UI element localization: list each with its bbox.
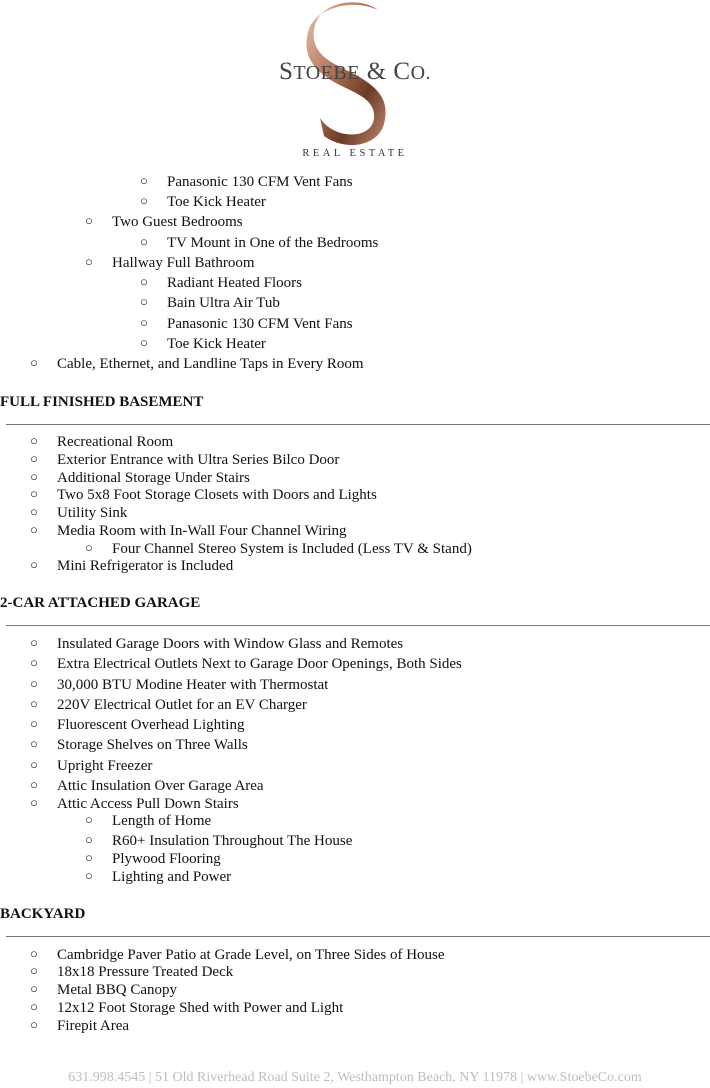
bullet-circle-icon: ○	[30, 999, 38, 1014]
section-divider	[6, 936, 710, 937]
bullet-circle-icon: ○	[30, 469, 38, 484]
list-item-text: Exterior Entrance with Ultra Series Bilco Door	[57, 452, 340, 468]
bullet-circle-icon: ○	[30, 486, 38, 501]
bullet-circle-icon: ○	[30, 504, 38, 519]
section-divider	[6, 424, 710, 425]
bullet-circle-icon: ○	[30, 946, 38, 961]
bullet-circle-icon: ○	[85, 850, 93, 865]
bullet-circle-icon: ○	[30, 696, 38, 711]
list-item-text: Lighting and Power	[112, 869, 232, 885]
bullet-circle-icon: ○	[30, 716, 38, 731]
bullet-circle-icon: ○	[30, 777, 38, 792]
bullet-circle-icon: ○	[140, 234, 148, 249]
bullet-circle-icon: ○	[30, 635, 38, 650]
bullet-circle-icon: ○	[140, 274, 148, 289]
list-item-text: Bain Ultra Air Tub	[167, 295, 280, 311]
list-item-text: Attic Insulation Over Garage Area	[57, 778, 264, 794]
bullet-circle-icon: ○	[30, 757, 38, 772]
bullet-circle-icon: ○	[30, 451, 38, 466]
list-item-text: 30,000 BTU Modine Heater with Thermostat	[57, 677, 329, 693]
section-heading: BACKYARD	[0, 906, 86, 922]
list-item-text: Four Channel Stereo System is Included (Less TV & Stand)	[112, 541, 472, 557]
list-item-text: Utility Sink	[57, 505, 128, 521]
bullet-circle-icon: ○	[30, 355, 38, 370]
list-item-text: Radiant Heated Floors	[167, 275, 302, 291]
section-divider	[6, 625, 710, 626]
list-item-text: Attic Access Pull Down Stairs	[57, 796, 239, 812]
footer-contact: 631.998.4545 | 51 Old Riverhead Road Suite 2, Westhampton Beach, NY 11978 | www.StoebeCo.com	[68, 1070, 642, 1085]
bullet-circle-icon: ○	[140, 335, 148, 350]
bullet-circle-icon: ○	[140, 193, 148, 208]
list-item-text: Firepit Area	[57, 1018, 130, 1034]
bullet-circle-icon: ○	[140, 173, 148, 188]
list-item-text: Extra Electrical Outlets Next to Garage Door Openings, Both Sides	[57, 656, 462, 672]
section-heading: 2-CAR ATTACHED GARAGE	[0, 595, 201, 611]
list-item-text: Panasonic 130 CFM Vent Fans	[167, 316, 353, 332]
list-item-text: 12x12 Foot Storage Shed with Power and Light	[57, 1000, 344, 1016]
bullet-circle-icon: ○	[30, 522, 38, 537]
list-item-text: Cable, Ethernet, and Landline Taps in Every Room	[57, 356, 364, 372]
bullet-circle-icon: ○	[85, 868, 93, 883]
list-item-text: Panasonic 130 CFM Vent Fans	[167, 174, 353, 190]
bullet-circle-icon: ○	[30, 981, 38, 996]
bullet-circle-icon: ○	[30, 736, 38, 751]
list-item-text: 18x18 Pressure Treated Deck	[57, 964, 234, 980]
bullet-circle-icon: ○	[30, 433, 38, 448]
list-item-text: Two Guest Bedrooms	[112, 214, 243, 230]
logo-subtitle: REAL ESTATE	[302, 148, 408, 159]
bullet-circle-icon: ○	[140, 294, 148, 309]
bullet-circle-icon: ○	[85, 213, 93, 228]
list-item-text: Length of Home	[112, 813, 212, 829]
bullet-circle-icon: ○	[140, 315, 148, 330]
list-item-text: Two 5x8 Foot Storage Closets with Doors and Lights	[57, 487, 377, 503]
list-item-text: Fluorescent Overhead Lighting	[57, 717, 245, 733]
list-item-text: Hallway Full Bathroom	[112, 255, 255, 271]
list-item-text: 220V Electrical Outlet for an EV Charger	[57, 697, 307, 713]
logo-wordmark: STOEBE & CO.	[278, 58, 432, 85]
list-item-text: Insulated Garage Doors with Window Glass and Remotes	[57, 636, 404, 652]
bullet-circle-icon: ○	[30, 1017, 38, 1032]
list-item-text: R60+ Insulation Throughout The House	[112, 833, 353, 849]
bullet-circle-icon: ○	[85, 832, 93, 847]
list-item-text: Storage Shelves on Three Walls	[57, 737, 248, 753]
bullet-circle-icon: ○	[30, 655, 38, 670]
bullet-circle-icon: ○	[30, 557, 38, 572]
list-item-text: TV Mount in One of the Bedrooms	[167, 235, 379, 251]
list-item-text: Metal BBQ Canopy	[57, 982, 177, 998]
list-item-text: Media Room with In-Wall Four Channel Wiring	[57, 523, 347, 539]
list-item-text: Mini Refrigerator is Included	[57, 558, 234, 574]
bullet-circle-icon: ○	[30, 963, 38, 978]
list-item-text: Plywood Flooring	[112, 851, 221, 867]
list-item-text: Additional Storage Under Stairs	[57, 470, 250, 486]
list-item-text: Toe Kick Heater	[167, 194, 266, 210]
bullet-circle-icon: ○	[85, 254, 93, 269]
bullet-circle-icon: ○	[85, 812, 93, 827]
bullet-circle-icon: ○	[85, 540, 93, 555]
bullet-circle-icon: ○	[30, 795, 38, 810]
list-item-text: Toe Kick Heater	[167, 336, 266, 352]
list-item-text: Upright Freezer	[57, 758, 153, 774]
list-item-text: Recreational Room	[57, 434, 174, 450]
bullet-circle-icon: ○	[30, 676, 38, 691]
list-item-text: Cambridge Paver Patio at Grade Level, on Three Sides of House	[57, 947, 445, 963]
section-heading: FULL FINISHED BASEMENT	[0, 394, 204, 410]
letterhead	[0, 0, 710, 165]
